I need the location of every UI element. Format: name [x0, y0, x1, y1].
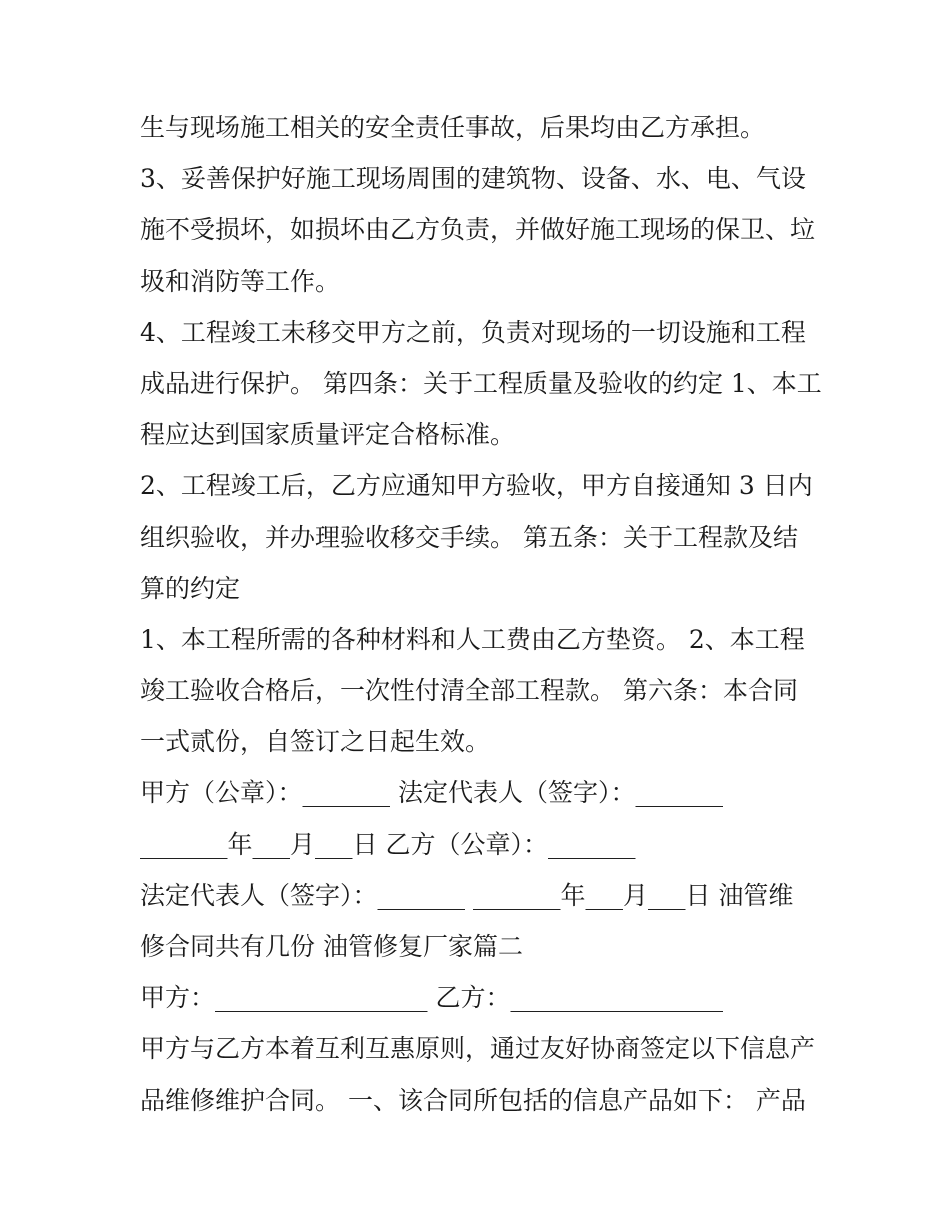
text-line: 1、本工程所需的各种材料和人工费由乙方垫资。 2、本工程 [140, 624, 805, 654]
section-title: 修合同共有几份 油管修复厂家篇二 [140, 932, 523, 961]
text-line: 施不受损坏，如损坏由乙方负责，并做好施工现场的保卫、垃 [140, 215, 816, 245]
text-line: 圾和消防等工作。 [140, 266, 341, 296]
text-line: 组织验收，并办理验收移交手续。 第五条：关于工程款及结 [140, 522, 798, 552]
text-line: 一式贰份，自签订之日起生效。 [140, 727, 491, 757]
text-line: 算的约定 [140, 573, 241, 603]
text-line: 程应达到国家质量评定合格标准。 [140, 420, 516, 450]
text-line: 竣工验收合格后，一次性付清全部工程款。 第六条：本合同 [140, 676, 798, 706]
text-line: 成品进行保护。 第四条：关于工程质量及验收的约定 1、本工 [140, 368, 822, 398]
text-line: 品维修维护合同。 一、该合同所包括的信息产品如下： 产品 [140, 1085, 806, 1115]
text-line: 3、妥善保护好施工现场周围的建筑物、设备、水、电、气设 [140, 164, 806, 194]
signature-line: 法定代表人（签字）：_______ _______年___月___日 油管维 [140, 880, 794, 910]
text-line: 生与现场施工相关的安全责任事故，后果均由乙方承担。 [140, 113, 766, 142]
signature-line: _______年___月___日 乙方（公章）：_______ [140, 829, 636, 859]
text-line: 甲方与乙方本着互利互惠原则，通过友好协商签定以下信息产 [140, 1034, 816, 1064]
parties-line: 甲方：_________________ 乙方：_________________ [140, 983, 723, 1013]
contract-text [140, 102, 820, 1126]
text-line: 4、工程竣工未移交甲方之前，负责对现场的一切设施和工程 [140, 317, 806, 347]
signature-line: 甲方（公章）：_______ 法定代表人（签字）：_______ [140, 778, 723, 808]
text-line: 2、工程竣工后，乙方应通知甲方验收，甲方自接通知 3 日内 [140, 471, 813, 501]
